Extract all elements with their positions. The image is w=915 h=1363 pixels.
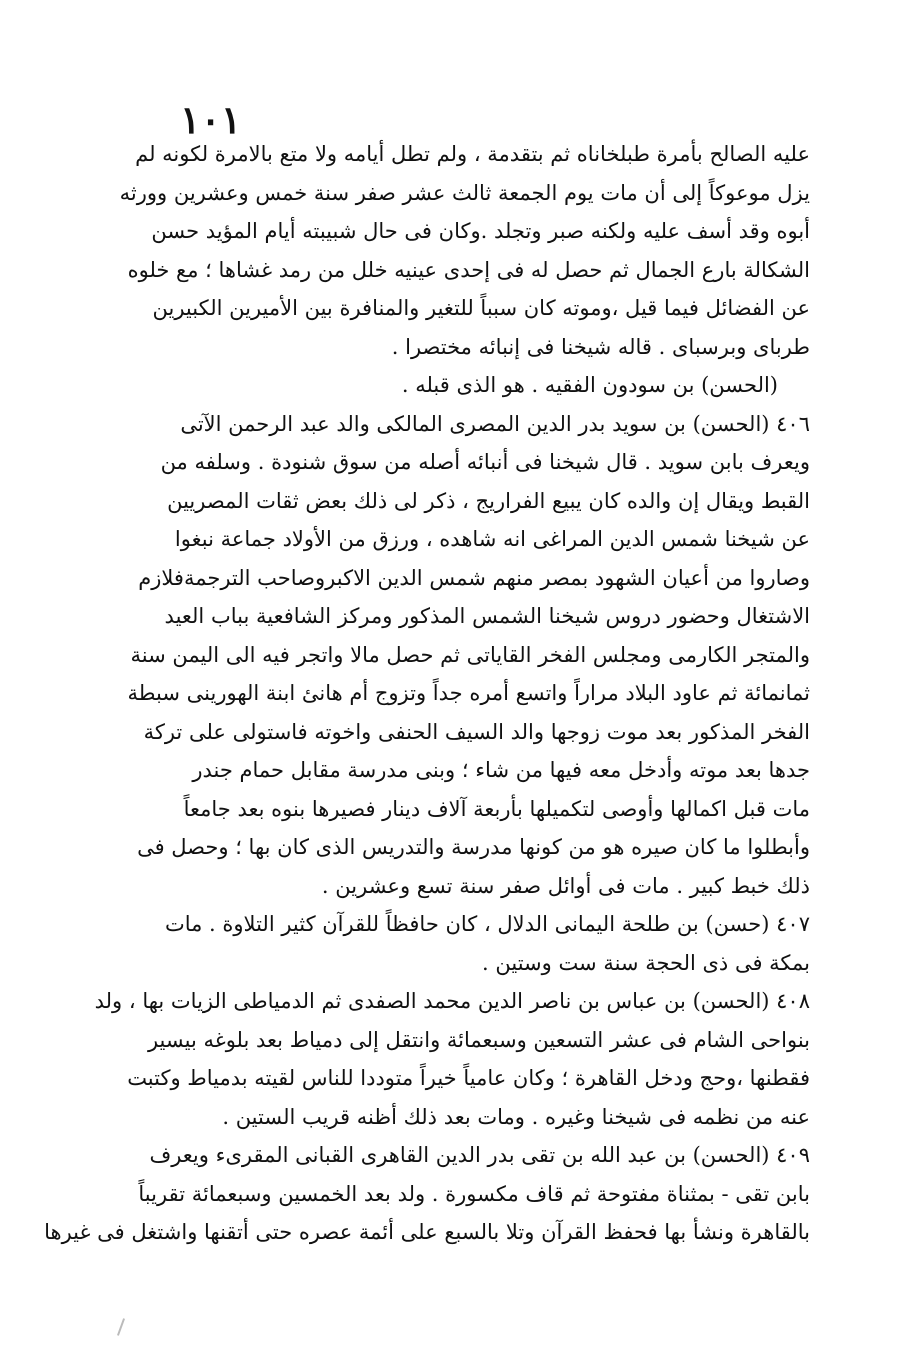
text-line: طرباى وبرسباى . قاله شيخنا فى إنبائه مختصرا . (391, 334, 810, 359)
text-line: وأبطلوا ما كان صيره هو من كونها مدرسة والتدريس الذى كان بها ؛ وحصل فى (137, 835, 810, 859)
text-line: ثمانمائة ثم عاود البلاد مراراً واتسع أمره جداً وتزوج أم هانئ ابنة الهورينى سبطة (127, 681, 810, 705)
margin-mark (117, 1318, 125, 1336)
text-line: عليه الصالح بأمرة طبلخاناه ثم بتقدمة ، ولم تطل أيامه ولا متع بالامرة لكونه لم (135, 142, 810, 166)
text-line: الاشتغال وحضور دروس شيخنا الشمس المذكور ومركز الشافعية بباب العيد (164, 604, 810, 628)
text-line: أبوه وقد أسف عليه ولكنه صبر وتجلد .وكان فى حال شبيبته أيام المؤيد حسن (151, 219, 810, 243)
entry-408-start: ٤٠٨ (الحسن) بن عباس بن ناصر الدين محمد الصفدى ثم الدمياطى الزيات بها ، ولد (94, 989, 810, 1013)
entry-406-start: ٤٠٦ (الحسن) بن سويد بدر الدين المصرى المالكى والد عبد الرحمن الآتى (180, 411, 810, 436)
entry-409-start: ٤٠٩ (الحسن) بن عبد الله بن تقى بدر الدين القاهرى القبانى المقرىء ويعرف (149, 1143, 810, 1167)
text-line: عن الفضائل فيما قيل ،وموته كان سبباً للتغير والمنافرة بين الأميرين الكبيرين (152, 296, 810, 320)
text-line: بمكة فى ذى الحجة سنة ست وستين . (482, 950, 810, 975)
page-number: ١٠١ (180, 97, 242, 142)
text-line: بنواحى الشام فى عشر التسعين وسبعمائة وانتقل إلى دمياط بعد بلوغه بيسير (147, 1027, 810, 1052)
text-line: ويعرف بابن سويد . قال شيخنا فى أنبائه أصله من سوق شنودة . وسلفه من (160, 450, 810, 474)
text-line: الشكالة بارع الجمال ثم حصل له فى إحدى عينيه خلل من رمد غشاها ؛ مع خلوه (127, 257, 810, 282)
text-line: بالقاهرة ونشأ بها فحفظ القرآن وتلا بالسبع على أئمة عصره حتى أتقنها واشتغل فى غيرها (44, 1220, 810, 1244)
text-line: عنه من نظمه فى شيخنا وغيره . ومات بعد ذلك أظنه قريب الستين . (222, 1104, 810, 1129)
text-line: يزل موعوكاً إلى أن مات يوم الجمعة ثالث عشر صفر سنة خمس وعشرين وورثه (119, 180, 810, 205)
text-line: القبط ويقال إن والده كان يبيع الفراريج ، ذكر لى ذلك بعض ثقات المصريين (167, 488, 810, 513)
entry-407-start: ٤٠٧ (حسن) بن طلحة اليمانى الدلال ، كان حافظاً للقرآن كثير التلاوة . مات (164, 912, 810, 936)
page-text (44, 135, 810, 1252)
text-line: بابن تقى - بمثناة مفتوحة ثم قاف مكسورة . ولد بعد الخمسين وسبعمائة تقريباً (138, 1181, 810, 1206)
entry-heading-line: (الحسن) بن سودون الفقيه . هو الذى قبله . (401, 373, 778, 397)
text-line: مات قبل اكمالها وأوصى لتكميلها بأربعة آلاف دينار فصيرها بنوه بعد جامعاً (183, 796, 810, 821)
text-line: ذلك خبط كبير . مات فى أوائل صفر سنة تسع وعشرين . (321, 873, 810, 898)
text-line: جدها بعد موته وأدخل معه فيها من شاء ؛ وبنى مدرسة مقابل حمام جندر (192, 758, 810, 782)
text-line: عن شيخنا شمس الدين المراغى انه شاهده ، ورزق من الأولاد جماعة نبغوا (174, 527, 810, 551)
text-line: وصاروا من أعيان الشهود بمصر منهم شمس الدين الاكبروصاحب الترجمةفلازم (138, 565, 810, 590)
text-line: الفخر المذكور بعد موت زوجها والد السيف الحنفى واخوته فاستولى على تركة (143, 719, 810, 744)
text-line: فقطنها ،وحج ودخل القاهرة ؛ وكان عامياً خيراً متوددا للناس لقيته بدمياط وكتبت (127, 1066, 810, 1090)
text-line: والمتجر الكارمى ومجلس الفخر القاياتى ثم حصل مالا واتجر فيه الى اليمن سنة (130, 642, 810, 667)
